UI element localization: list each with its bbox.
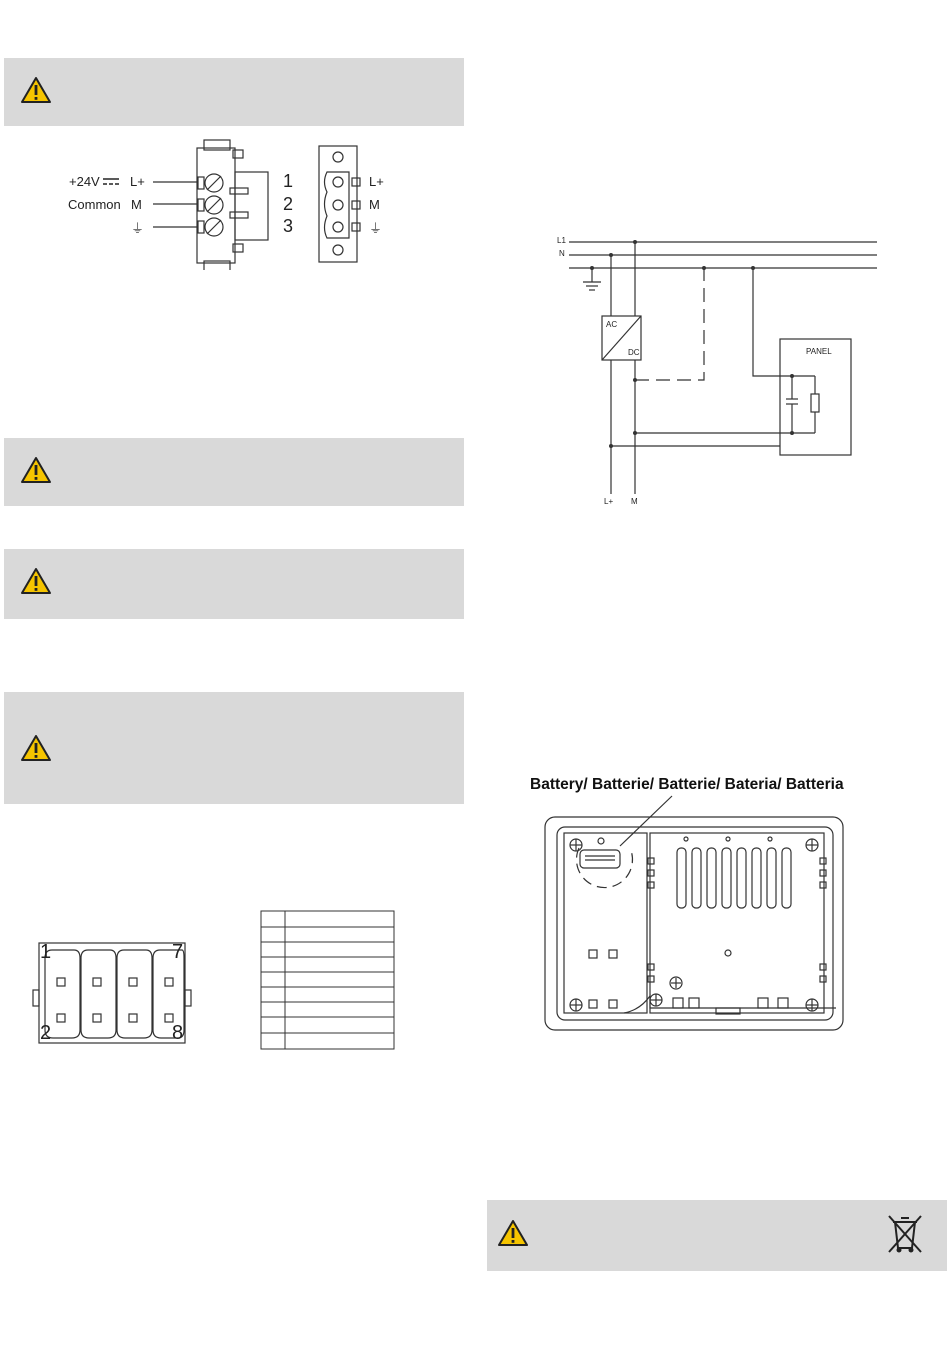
- battery-caption: Battery/ Batterie/ Batterie/ Bateria/ Batteria: [530, 776, 844, 793]
- pin-number-1: 1: [283, 171, 294, 191]
- panel-label: PANEL: [806, 347, 832, 356]
- left-signal-l-plus: L+: [130, 174, 145, 189]
- left-ground-symbol: ⏚: [131, 221, 145, 236]
- crossed-out-bin-icon: [885, 1212, 925, 1256]
- right-ground-symbol: ⏚: [369, 221, 383, 236]
- pin-number-3: 3: [283, 216, 294, 236]
- serial-pin-8: 8: [172, 1022, 184, 1044]
- right-signal-m: M: [369, 197, 380, 212]
- warning-box-5: [487, 1200, 947, 1271]
- pin-number-2: 2: [283, 194, 294, 214]
- psu-output-label: DC: [628, 348, 640, 357]
- bottom-label-m: M: [631, 497, 638, 506]
- signal-name-common: Common: [68, 197, 121, 212]
- warning-triangle-icon: [497, 1219, 529, 1247]
- line-label-n: N: [559, 249, 565, 258]
- serial-pin-1: 1: [40, 941, 52, 963]
- serial-pin-2: 2: [40, 1022, 52, 1044]
- battery-icon: [580, 850, 620, 868]
- serial-pin-7: 7: [172, 941, 184, 963]
- right-signal-l-plus: L+: [369, 174, 384, 189]
- bottom-label-l-plus: L+: [604, 497, 614, 506]
- psu-input-label: AC: [606, 320, 618, 329]
- line-label-l1: L1: [557, 236, 566, 245]
- left-signal-m: M: [131, 197, 142, 212]
- signal-name-24v: +24V: [69, 174, 100, 189]
